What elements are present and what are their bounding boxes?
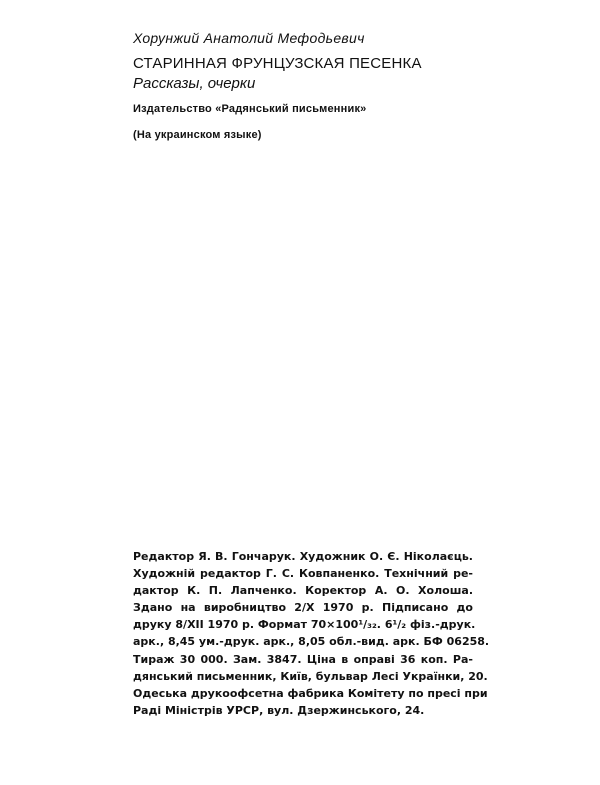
imprint-line: Редактор Я. В. Гончарук. Художник О. Є. Ніколаєць. (133, 550, 473, 563)
language-note: (На украинском языке) (133, 129, 262, 141)
imprint-line: Одеська друкоофсетна фабрика Комітету по пресі при (133, 686, 488, 700)
imprint-line: Художній редактор Г. С. Ковпаненко. Технічний ре- (133, 567, 473, 581)
imprint-line: Тираж 30 000. Зам. 3847. Ціна в оправі 36 коп. Ра- (133, 652, 473, 666)
imprint-line: дактор К. П. Лапченко. Коректор А. О. Холоша. (133, 584, 473, 598)
imprint-line: арк., 8,45 ум.-друк. арк., 8,05 обл.-вид. арк. БФ 06258. (133, 635, 490, 649)
imprint-line: Здано на виробництво 2/X 1970 р. Підписано до (133, 601, 473, 615)
book-subtitle: Рассказы, очерки (133, 75, 256, 92)
imprint-line: Раді Міністрів УРСР, вул. Дзержинського, 24. (133, 703, 425, 717)
book-title: СТАРИННАЯ ФРУНЦУЗСКАЯ ПЕСЕНКА (133, 55, 422, 72)
imprint-line: дянський письменник, Київ, бульвар Лесі Українки, 20. (133, 669, 488, 683)
publisher-line: Издательство «Радянський письменник» (133, 103, 367, 115)
author-name: Хорунжий Анатолий Мефодьевич (133, 30, 365, 46)
imprint-block (133, 548, 490, 719)
imprint-line: друку 8/XII 1970 р. Формат 70×100¹/₃₂. 6¹/₂ фіз.-друк. (133, 618, 476, 632)
